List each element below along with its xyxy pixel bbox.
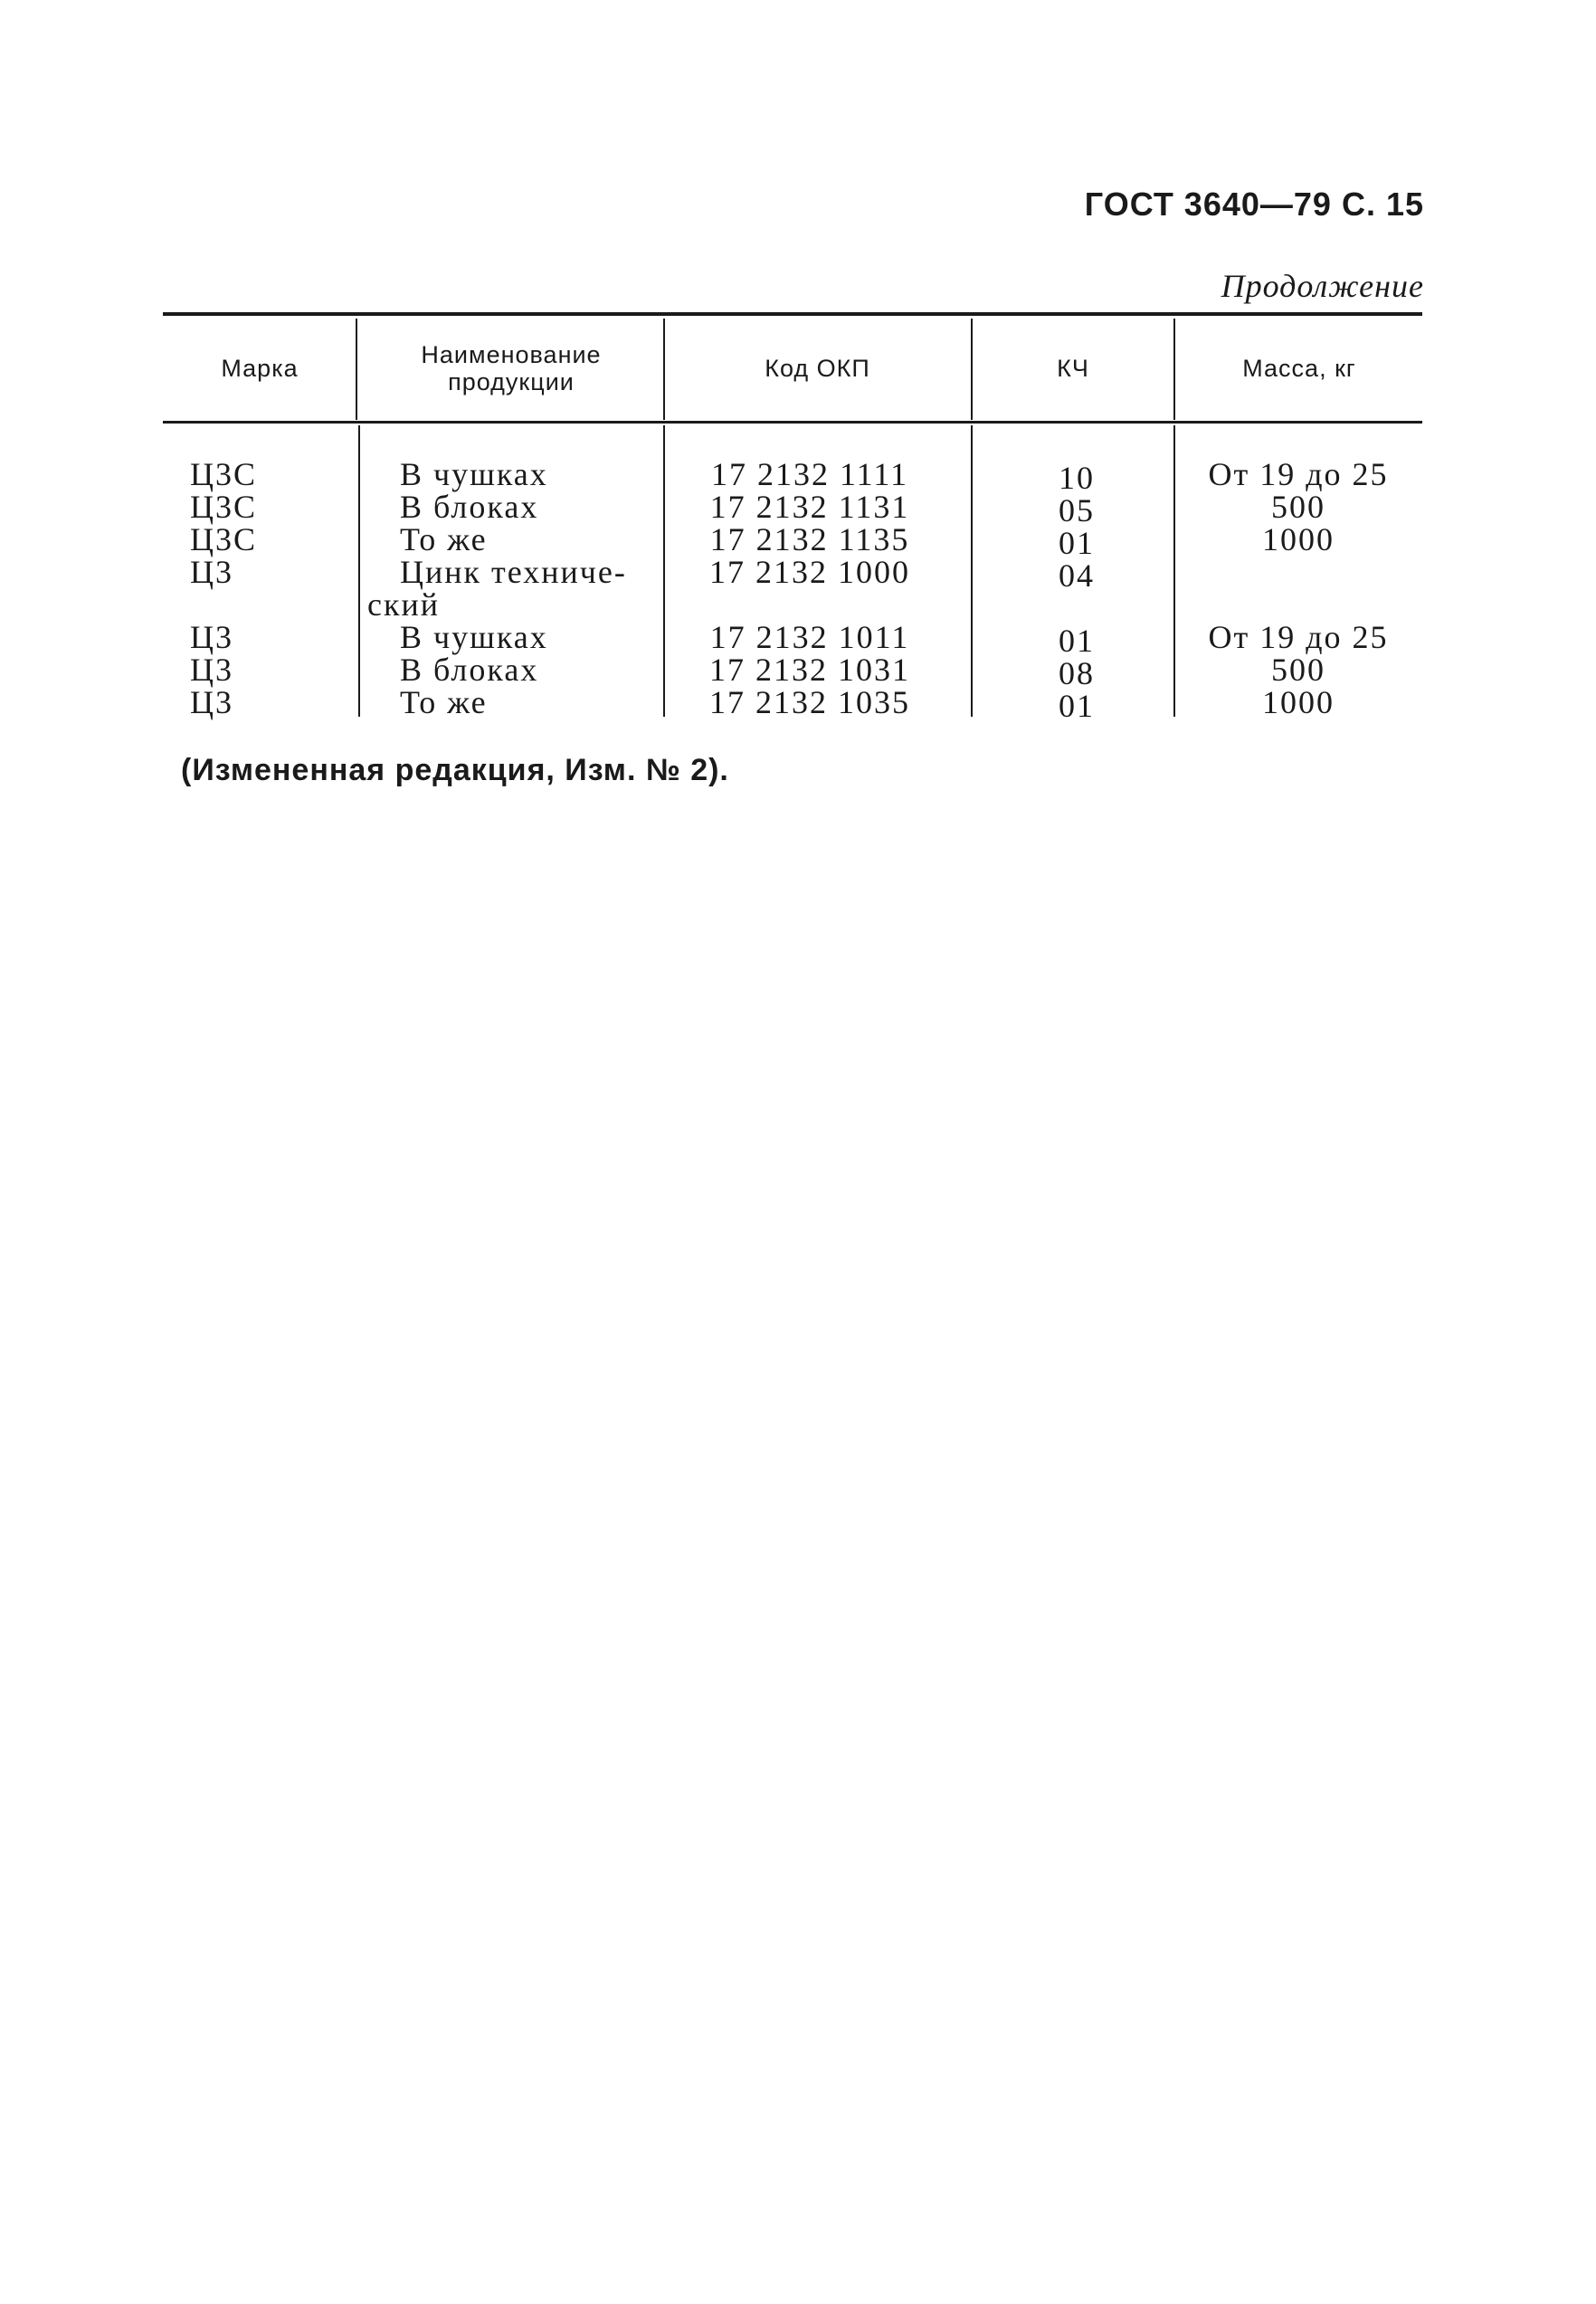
cell-code: 17 2132 1031 [709,652,910,688]
cell-name: В блоках [400,652,539,688]
cell-mark: Ц3 [190,684,233,720]
cell-mark: Ц3 [190,554,233,590]
cell-mass: 500 [1271,489,1325,525]
cell-name: То же [400,521,488,557]
cell-kch: 01 [1059,688,1095,724]
column-divider [358,425,360,717]
cell-code: 17 2132 1011 [709,619,910,655]
cell-name [367,554,627,623]
cell-name: В чушках [400,619,548,655]
cell-mark: Ц3С [190,521,258,557]
column-divider [1173,319,1175,420]
column-divider [356,319,357,420]
continuation-label: Продолжение [1221,268,1424,304]
cell-mass: От 19 до 25 [1208,619,1389,655]
cell-mass: 1000 [1262,684,1335,720]
cell-code: 17 2132 1111 [711,456,908,492]
cell-mark: Ц3 [190,619,233,655]
cell-kch: 01 [1059,525,1095,561]
cell-name-line2: ский [367,586,440,623]
cell-kch: 01 [1059,623,1095,659]
cell-kch: 08 [1059,655,1095,691]
cell-mass: От 19 до 25 [1208,456,1389,492]
cell-name: То же [400,684,488,720]
cell-name: В чушках [400,456,548,492]
column-header-mark: Марка [221,354,299,382]
cell-code: 17 2132 1135 [709,521,910,557]
cell-name-line1: Цинк техниче- [400,554,627,590]
column-header-name-text: Наименование продукции [421,340,602,395]
cell-name: В блоках [400,489,539,525]
cell-code: 17 2132 1035 [709,684,910,720]
page-header: ГОСТ 3640—79 С. 15 [1084,186,1424,223]
column-header-code: Код ОКП [765,354,870,382]
cell-code: 17 2132 1000 [709,554,910,590]
column-header-name [362,317,660,419]
cell-mass: 1000 [1262,521,1335,557]
cell-mass: 500 [1271,652,1325,688]
table-top-rule [163,312,1422,316]
column-header-kch: КЧ [1057,354,1089,382]
cell-mark: Ц3С [190,489,258,525]
cell-mark: Ц3С [190,456,258,492]
cell-mark: Ц3 [190,652,233,688]
column-divider [971,425,973,717]
cell-kch: 10 [1059,460,1095,496]
cell-kch: 04 [1059,557,1095,594]
column-divider [663,319,665,420]
amendment-note: (Измененная редакция, Изм. № 2). [181,753,729,787]
table-header-rule [163,421,1422,424]
cell-kch: 05 [1059,492,1095,528]
column-header-mass: Масса, кг [1242,354,1356,382]
column-divider [971,319,973,420]
cell-code: 17 2132 1131 [709,489,910,525]
